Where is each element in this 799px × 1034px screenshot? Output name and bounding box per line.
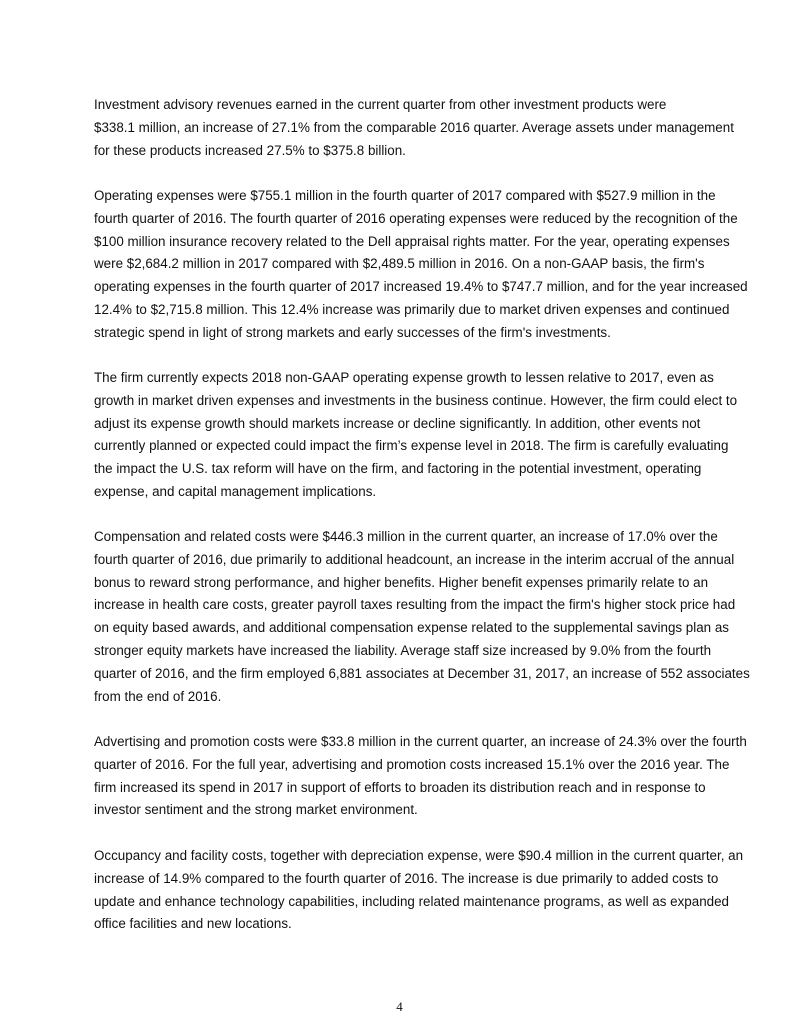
text-line: Investment advisory revenues earned in the current quarter from other investment products were: [94, 97, 667, 112]
text-line: growth in market driven expenses and investments in the business continue. However, the firm could elect to: [94, 392, 738, 408]
text-line: operating expenses in the fourth quarter of 2017 increased 19.4% to $747.7 million, and for the year increased: [94, 279, 748, 295]
text-line: firm increased its spend in 2017 in support of efforts to broaden its distribution reach and in response to: [94, 779, 706, 795]
text-line: quarter of 2016, and the firm employed 6,881 associates at December 31, 2017, an increase of 552 associates: [94, 665, 750, 681]
text-line: $338.1 million, an increase of 27.1% from the comparable 2016 quarter. Average assets under management: [94, 119, 734, 135]
text-line: office facilities and new locations.: [94, 916, 292, 932]
text-line: on equity based awards, and additional compensation expense related to the supplemental savings plan as: [94, 620, 729, 636]
text-line: Advertising and promotion costs were $33.8 million in the current quarter, an increase of 24.3% over the fourth: [94, 734, 747, 749]
text-line: fourth quarter of 2016, due primarily to additional headcount, an increase in the interim accrual of the annual: [94, 551, 735, 567]
page-number: 4: [396, 999, 403, 1014]
text-line: currently planned or expected could impact the firm’s expense level in 2018. The firm is carefully evaluating: [94, 438, 729, 454]
text-line: increase of 14.9% compared to the fourth quarter of 2016. The increase is due primarily to added costs to: [94, 870, 719, 886]
text-line: for these products increased 27.5% to $375.8 billion.: [94, 142, 406, 158]
text-line: bonus to reward strong performance, and higher benefits. Higher benefit expenses primarily relate to an: [94, 574, 709, 590]
paragraph-expense-outlook: [94, 367, 744, 504]
text-line: were $2,684.2 million in 2017 compared with $2,489.5 million in 2016. On a non-GAAP basis, the firm's: [94, 256, 705, 272]
text-line: increase in health care costs, greater payroll taxes resulting from the impact the firm's higher stock price had: [94, 597, 736, 613]
text-line: quarter of 2016. For the full year, advertising and promotion costs increased 15.1% over the 2016 year. The: [94, 756, 730, 772]
text-line: strategic spend in light of strong markets and early successes of the firm's investments.: [94, 324, 611, 340]
text-line: the impact the U.S. tax reform will have on the firm, and factoring in the potential investment, operating: [94, 461, 702, 477]
text-line: update and enhance technology capabilities, including related maintenance programs, as well as expanded: [94, 893, 729, 909]
text-line: $100 million insurance recovery related to the Dell appraisal rights matter. For the year, operating expenses: [94, 233, 730, 249]
text-line: fourth quarter of 2016. The fourth quarter of 2016 operating expenses were reduced by the recognition of the: [94, 210, 738, 226]
paragraph-occupancy-costs: [94, 845, 744, 936]
text-line: stronger equity markets have increased the liability. Average staff size increased by 9.0% from the fourth: [94, 642, 712, 658]
paragraph-compensation-costs: [94, 526, 750, 708]
text-line: 12.4% to $2,715.8 million. This 12.4% increase was primarily due to market driven expenses and continued: [94, 301, 730, 317]
text-line: Occupancy and facility costs, together with depreciation expense, were $90.4 million in the current quarter, an: [94, 848, 744, 863]
text-line: investor sentiment and the strong market environment.: [94, 802, 418, 818]
text-line: Compensation and related costs were $446.3 million in the current quarter, an increase of 17.0% over the: [94, 529, 718, 544]
text-line: expense, and capital management implications.: [94, 483, 377, 499]
text-line: The firm currently expects 2018 non-GAAP operating expense growth to lessen relative to 2017, even as: [94, 370, 714, 385]
paragraph-advertising-costs: [94, 731, 747, 822]
text-line: adjust its expense growth should markets increase or decline significantly. In addition, other events not: [94, 415, 701, 431]
text-line: Operating expenses were $755.1 million in the fourth quarter of 2017 compared with $527.9 million in the: [94, 188, 716, 203]
paragraph-operating-expenses: [94, 185, 748, 345]
text-line: from the end of 2016.: [94, 688, 222, 704]
paragraph-other-investment-revenues: [94, 94, 744, 162]
